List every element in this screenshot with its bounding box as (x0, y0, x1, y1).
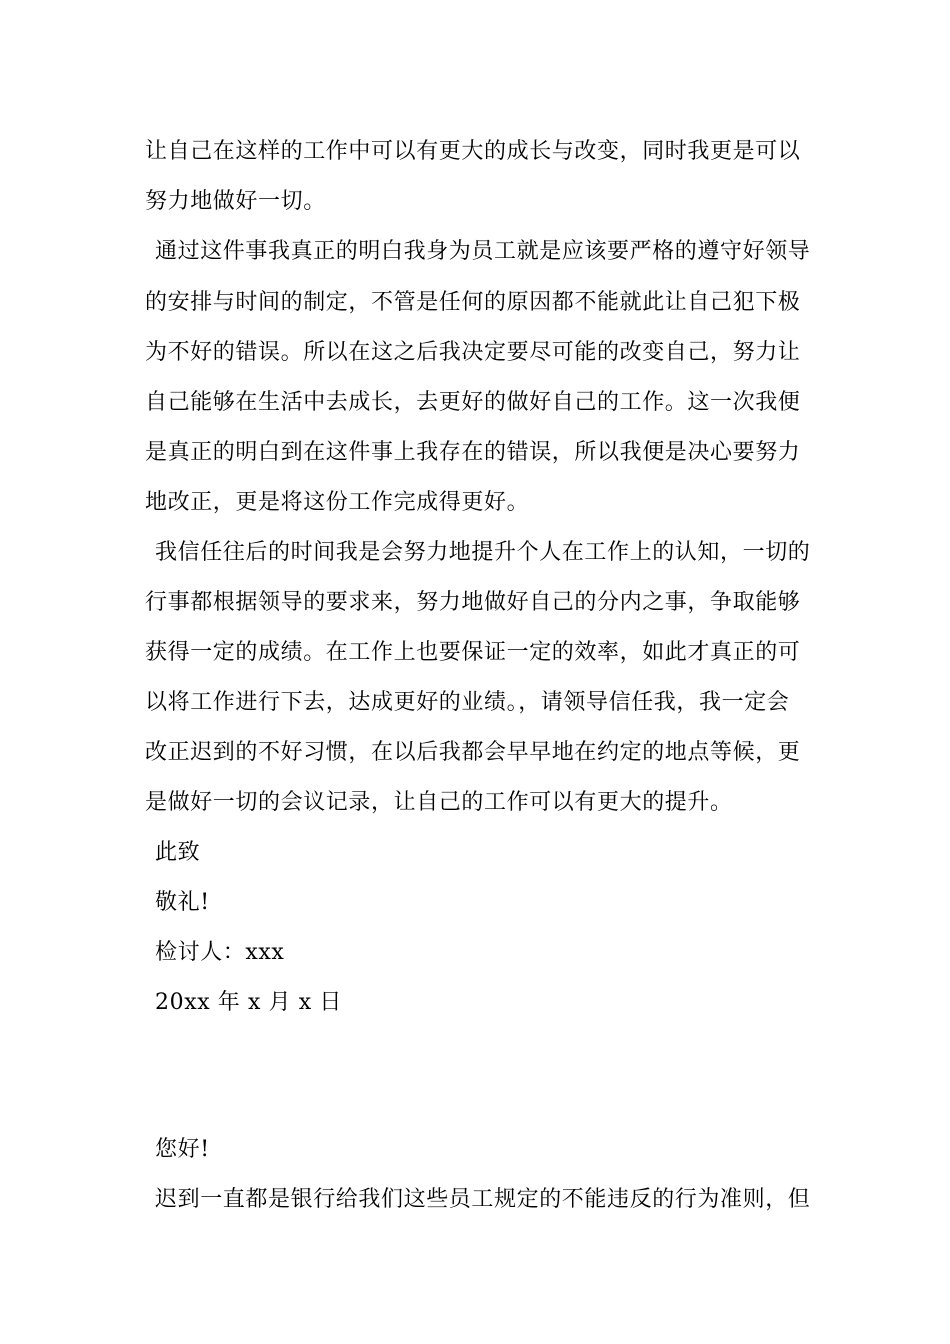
paragraph-line: 努力地做好一切。 (145, 189, 326, 214)
paragraph-line: 自己能够在生活中去成长，去更好的做好自己的工作。这一次我便 (145, 390, 801, 415)
paragraph-line: 是做好一切的会议记录，让自己的工作可以有更大的提升。 (145, 790, 733, 815)
greeting: 您好! (155, 1137, 210, 1162)
closing-salutation: 此致 (155, 840, 201, 865)
paragraph-line: 的安排与时间的制定，不管是任何的原因都不能就此让自己犯下极 (145, 290, 801, 315)
paragraph-line: 是真正的明白到在这件事上我存在的错误，所以我便是决心要努力 (145, 440, 801, 465)
paragraph-line: 让自己在这样的工作中可以有更大的成长与改变，同时我更是可以 (145, 139, 801, 164)
paragraph-line: 行事都根据领导的要求来，努力地做好自己的分内之事，争取能够 (145, 590, 801, 615)
closing-regards: 敬礼! (155, 890, 210, 915)
paragraph-line: 地改正，更是将这份工作完成得更好。 (145, 490, 530, 515)
paragraph-line: 通过这件事我真正的明白我身为员工就是应该要严格的遵守好领导 (155, 239, 811, 264)
paragraph-line: 改正迟到的不好习惯，在以后我都会早早地在约定的地点等候，更 (145, 740, 801, 765)
paragraph-line: 以将工作进行下去，达成更好的业绩。，请领导信任我，我一定会 (145, 690, 790, 715)
paragraph-line: 为不好的错误。所以在这之后我决定要尽可能的改变自己，努力让 (145, 340, 801, 365)
paragraph-line: 我信任往后的时间我是会努力地提升个人在工作上的认知，一切的 (155, 540, 811, 565)
signature-name: 检讨人：xxx (155, 940, 285, 965)
paragraph-line: 迟到一直都是银行给我们这些员工规定的不能违反的行为准则，但 (155, 1187, 811, 1212)
signature-date: 20xx 年 x 月 x 日 (155, 990, 342, 1015)
paragraph-line: 获得一定的成绩。在工作上也要保证一定的效率，如此才真正的可 (145, 640, 801, 665)
